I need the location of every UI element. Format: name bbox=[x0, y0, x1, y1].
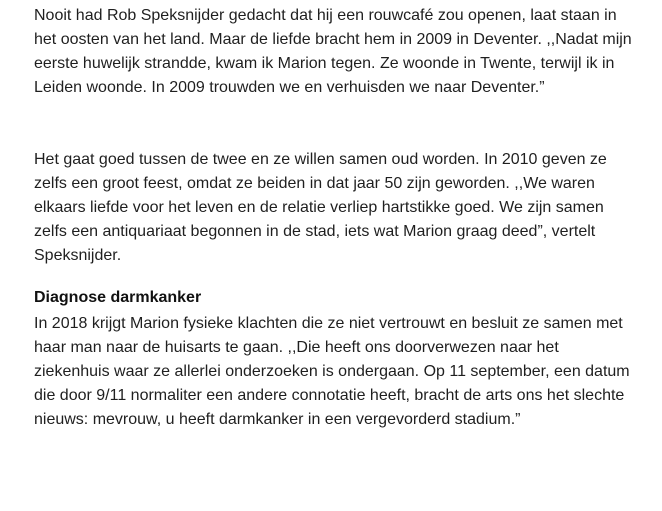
article-paragraph-3: In 2018 krijgt Marion fysieke klachten die ze niet vertrouwt en besluit ze samen met haar man naar de huisarts te gaan. ,,Die heeft ons doorverwezen naar het ziekenhuis waar ze allerlei onderzoeken is ondergaan. Op 11 september, een datum die door 9/11 normaliter een andere connotatie heeft, bracht de arts ons het slechte nieuws: mevrouw, u heeft darmkanker in een vergevorderd stadium.” bbox=[34, 315, 630, 428]
article-paragraph-1: Nooit had Rob Speksnijder gedacht dat hij een rouwcafé zou openen, laat staan in het oosten van het land. Maar de liefde bracht hem in 2009 in Deventer. ,,Nadat mijn eerste huwelijk strandde, kwam ik Marion tegen. Ze woonde in Twente, terwijl ik in Leiden woonde. In 2009 trouwden we en verhuisden we naar Deventer.” bbox=[34, 7, 632, 96]
article-paragraph-2: Het gaat goed tussen de twee en ze willen samen oud worden. In 2010 geven ze zelfs een groot feest, omdat ze beiden in dat jaar 50 zijn geworden. ,,We waren elkaars liefde voor het leven en de relatie verliep hartstikke goed. We zijn samen zelfs een antiquariaat begonnen in de stad, iets wat Marion graag deed”, vertelt Speksnijder. bbox=[34, 151, 607, 264]
section-subheading: Diagnose darmkanker bbox=[34, 289, 202, 306]
article-body bbox=[34, 4, 634, 432]
